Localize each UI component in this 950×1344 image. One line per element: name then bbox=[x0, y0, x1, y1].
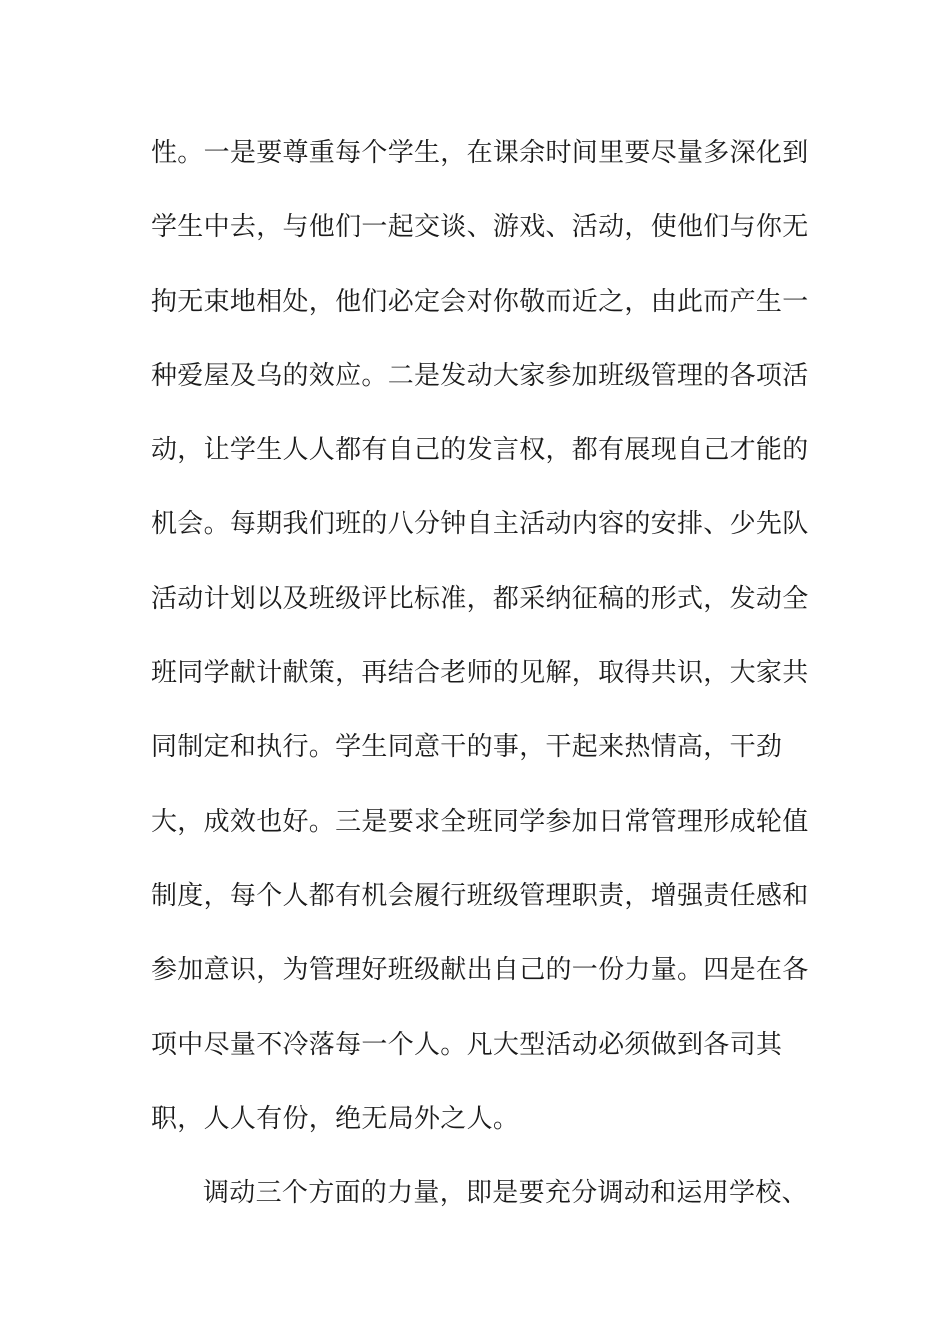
text-line: 机会。每期我们班的八分钟自主活动内容的安排、少先队 bbox=[151, 509, 809, 540]
paragraph-start-line: 调动三个方面的力量，即是要充分调动和运用学校、 bbox=[203, 1178, 808, 1209]
text-line: 种爱屋及乌的效应。二是发动大家参加班级管理的各项活 bbox=[151, 360, 809, 391]
text-line: 参加意识，为管理好班级献出自己的一份力量。四是在各 bbox=[151, 955, 809, 986]
text-line: 班同学献计献策，再结合老师的见解，取得共识，大家共 bbox=[151, 658, 809, 689]
body-text bbox=[151, 130, 809, 1244]
text-line: 大，成效也好。三是要求全班同学参加日常管理形成轮值 bbox=[151, 806, 809, 837]
text-line: 性。一是要尊重每个学生，在课余时间里要尽量多深化到 bbox=[151, 138, 809, 168]
text-line: 动，让学生人人都有自己的发言权，都有展现自己才能的 bbox=[151, 435, 809, 466]
text-line: 同制定和执行。学生同意干的事，干起来热情高，干劲 bbox=[151, 732, 783, 763]
text-line: 制度，每个人都有机会履行班级管理职责，增强责任感和 bbox=[151, 880, 809, 911]
text-line: 职，人人有份，绝无局外之人。 bbox=[151, 1103, 520, 1134]
text-line: 拘无束地相处，他们必定会对你敬而近之，由此而产生一 bbox=[151, 286, 809, 317]
text-line: 学生中去，与他们一起交谈、游戏、活动，使他们与你无 bbox=[151, 212, 809, 243]
text-line: 活动计划以及班级评比标准，都采纳征稿的形式，发动全 bbox=[151, 583, 809, 614]
text-line: 项中尽量不冷落每一个人。凡大型活动必须做到各司其 bbox=[151, 1029, 783, 1060]
